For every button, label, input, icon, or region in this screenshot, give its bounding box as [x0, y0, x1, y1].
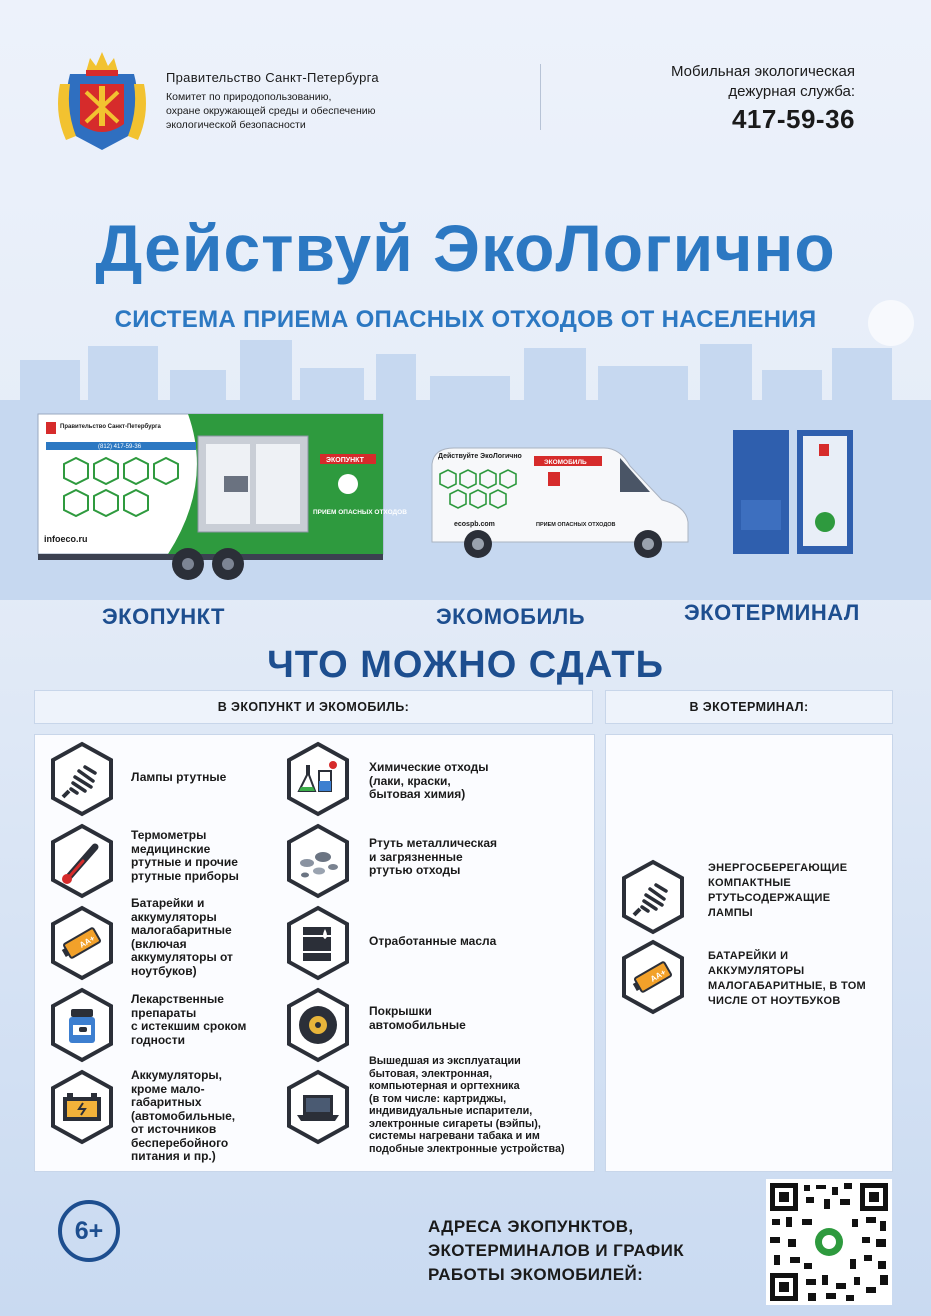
list-item: Вышедшая из эксплуатации бытовая, электронная, компьютерная и оргтехника (в том числе: картриджы, индивидуальные испарители, электронные сигареты (вэйпы), системы нагревани табака и им подобные электронные устройства)	[369, 1055, 565, 1155]
ecomobil-caption: ЭКОМОБИЛЬ	[436, 604, 586, 629]
ecopunkt-caption: ЭКОПУНКТ	[102, 604, 225, 629]
oil-barrel-icon	[285, 905, 351, 981]
battery-icon	[620, 939, 686, 1015]
trailer-phone-text: (812) 417-59-36	[98, 444, 142, 450]
mercury-lamp-icon	[620, 859, 686, 935]
ecomobil-van-image	[424, 444, 696, 564]
van-label-text: ЭКОМОБИЛЬ	[544, 459, 587, 466]
ecopunkt-trailer-image	[38, 414, 407, 586]
ecoterminal-caption: ЭКОТЕРМИНАЛ	[684, 600, 860, 625]
gov-subtitle	[166, 90, 456, 132]
hotline-label	[671, 62, 855, 102]
medicine-icon	[49, 987, 115, 1063]
hotline-label-line: дежурная служба:	[728, 83, 855, 100]
qr-code[interactable]	[766, 1179, 892, 1305]
addresses-text: АДРЕСА ЭКОПУНКТОВ, ЭКОТЕРМИНАЛОВ И ГРАФИК РАБОТЫ ЭКОМОБИЛЕЙ:	[428, 1217, 685, 1284]
hotline-phone[interactable]: 417-59-36	[731, 104, 855, 134]
age-rating-badge: 6+	[58, 1200, 120, 1262]
gov-subtitle-line: охране окружающей среды и обеспечению	[166, 105, 376, 117]
header-divider	[540, 64, 541, 130]
tire-icon	[285, 987, 351, 1063]
gov-title: Правительство Санкт-Петербурга	[166, 70, 379, 85]
list-item: Химические отходы (лаки, краски, бытовая химия)	[369, 760, 489, 801]
coat-of-arms-logo	[52, 44, 152, 156]
trailer-label-text: ЭКОПУНКТ	[326, 457, 364, 464]
gov-subtitle-line: экологической безопасности	[166, 119, 306, 131]
what-can-be-handed-title: ЧТО МОЖНО СДАТЬ	[267, 644, 664, 686]
list-item: Покрышки автомобильные	[369, 1004, 466, 1032]
van-accept-text: ПРИЕМ ОПАСНЫХ ОТХОДОВ	[536, 522, 616, 528]
mercury-drops-icon	[285, 823, 351, 899]
ecoterminal-header: В ЭКОТЕРМИНАЛ:	[605, 690, 893, 724]
van-title-text: Действуйте ЭкоЛогично	[438, 453, 522, 460]
ecopunkt-ecomobil-header: В ЭКОПУНКТ И ЭКОМОБИЛЬ:	[34, 690, 593, 724]
trailer-accept-text: ПРИЕМ ОПАСНЫХ ОТХОДОВ	[313, 509, 407, 516]
mercury-lamp-icon	[49, 741, 115, 817]
thermometer-icon	[49, 823, 115, 899]
ecoterminal-image	[733, 430, 853, 554]
list-item: Отработанные масла	[369, 934, 497, 948]
list-item: Лампы ртутные	[131, 770, 227, 784]
list-item: Термометры медицинские ртутные и прочие ртутные приборы	[131, 828, 239, 883]
trailer-site-text: infoeco.ru	[44, 534, 88, 544]
gov-subtitle-line: Комитет по природопользованию,	[166, 91, 332, 103]
van-site-text: ecospb.com	[454, 521, 495, 528]
list-item: БАТАРЕЙКИ И АККУМУЛЯТОРЫ МАЛОГАБАРИТНЫЕ, В ТОМ ЧИСЛЕ ОТ НОУТБУКОВ	[708, 950, 867, 1007]
list-item: ЭНЕРГОСБЕРЕГАЮЩИЕ КОМПАКТНЫЕ РТУТЬСОДЕРЖАЩИЕ ЛАМПЫ	[708, 862, 848, 919]
svg-text:AA+: AA+	[648, 967, 668, 984]
chemicals-icon	[285, 741, 351, 817]
trailer-gov-text: Правительство Санкт-Петербурга	[60, 424, 161, 430]
subtitle: СИСТЕМА ПРИЕМА ОПАСНЫХ ОТХОДОВ ОТ НАСЕЛЕНИЯ	[114, 306, 817, 333]
list-item: Батарейки и аккумуляторы малогабаритные (включая аккумуляторы от ноутбуков)	[131, 896, 233, 978]
list-item: Лекарственные препараты с истекшим сроком годности	[131, 992, 247, 1047]
hotline-label-line: Мобильная экологическая	[671, 63, 855, 80]
svg-text:AA+: AA+	[77, 933, 97, 950]
ecopunkt-items-panel	[34, 734, 595, 1172]
car-battery-icon	[49, 1069, 115, 1145]
list-item: Ртуть металлическая и загрязненные ртутью отходы	[369, 836, 497, 877]
laptop-icon	[285, 1069, 351, 1145]
main-title: Действуй ЭкоЛогично	[95, 211, 836, 285]
list-item: Аккумуляторы, кроме мало- габаритных (автомобильные, от источников бесперебойного питания и пр.)	[131, 1068, 236, 1163]
ecoterminal-items-panel	[605, 734, 893, 1172]
battery-icon	[49, 905, 115, 981]
